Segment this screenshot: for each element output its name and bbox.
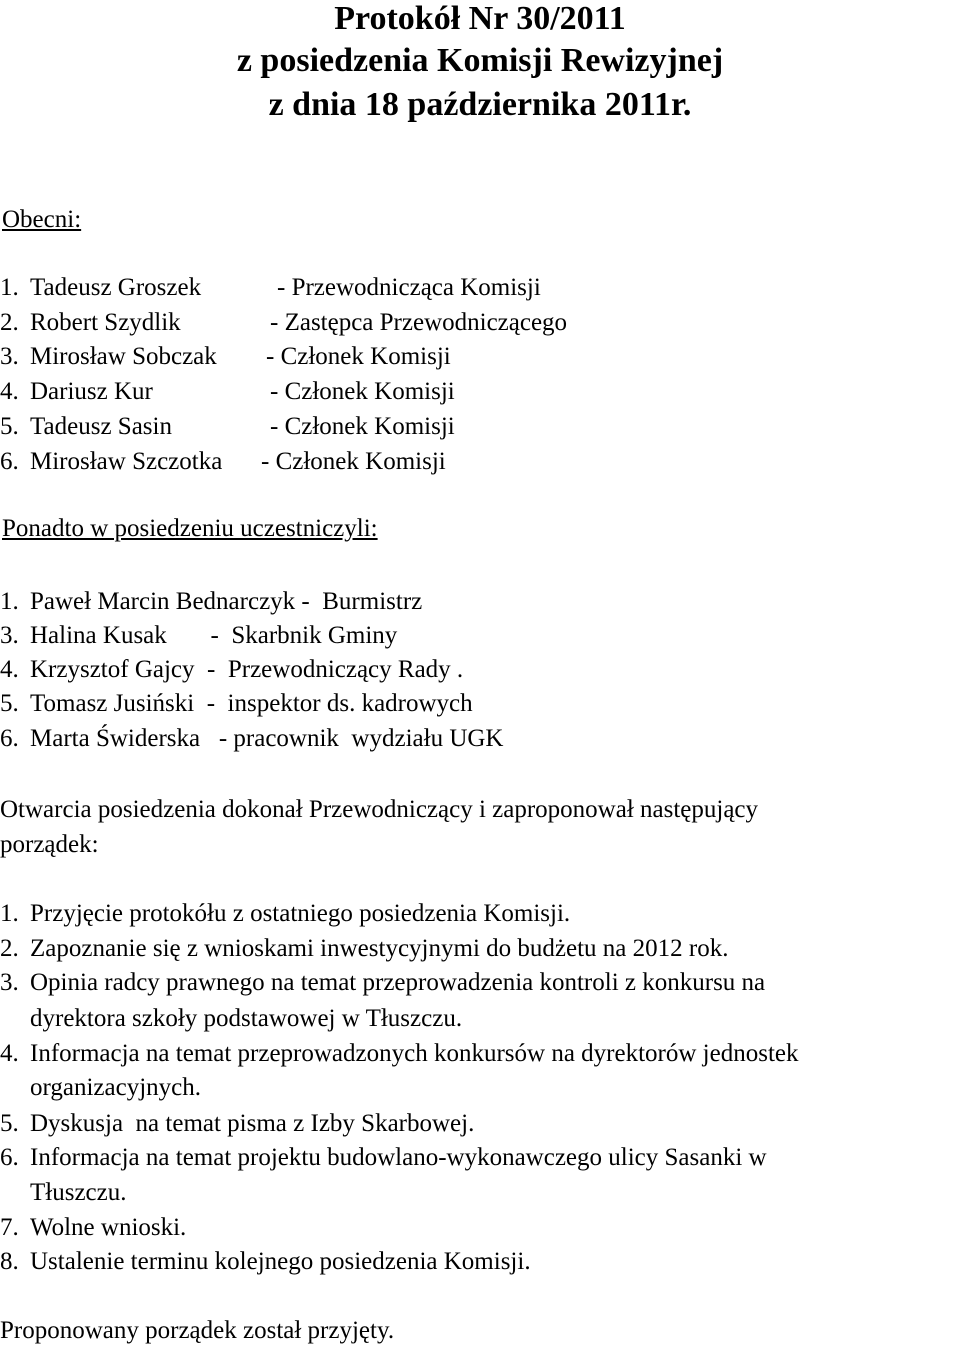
agenda-number: 1.: [0, 900, 19, 927]
guest-row: [0, 587, 422, 617]
guest-row: [0, 689, 473, 719]
agenda-item: [0, 1039, 798, 1069]
member-role: - Zastępca Przewodniczącego: [270, 309, 568, 336]
guest-number: 3.: [0, 622, 19, 649]
agenda-number: 2.: [0, 935, 19, 962]
guest-number: 6.: [0, 725, 19, 752]
agenda-number: 7.: [0, 1214, 19, 1241]
member-number: 3.: [0, 343, 19, 370]
member-row: [0, 412, 455, 442]
opening-line-2: porządek:: [0, 831, 99, 858]
guest-text: Halina Kusak - Skarbnik Gminy: [30, 622, 398, 649]
present-heading: Obecni:: [2, 206, 82, 233]
member-name: Mirosław Szczotka: [30, 448, 223, 475]
agenda-item: [0, 968, 765, 998]
agenda-text: Ustalenie terminu kolejnego posiedzenia Komisji.: [30, 1248, 531, 1275]
document-title-line-2: z posiedzenia Komisji Rewizyjnej: [236, 42, 724, 79]
member-name: Tadeusz Groszek: [30, 274, 202, 301]
agenda-text: Przyjęcie protokółu z ostatniego posiedzenia Komisji.: [30, 900, 571, 927]
guest-text: Marta Świderska - pracownik wydziału UGK: [30, 725, 504, 752]
agenda-text-continuation: organizacyjnych.: [30, 1074, 201, 1101]
guest-number: 1.: [0, 588, 19, 615]
member-row: [0, 342, 451, 372]
agenda-number: 6.: [0, 1144, 19, 1171]
agenda-text: Opinia radcy prawnego na temat przeprowadzenia kontroli z konkursu na: [30, 969, 766, 996]
agenda-text-continuation: Tłuszczu.: [30, 1179, 127, 1206]
guest-text: Tomasz Jusiński - inspektor ds. kadrowych: [30, 690, 473, 717]
closing-text: Proponowany porządek został przyjęty.: [0, 1317, 395, 1344]
agenda-text: Zapoznanie się z wnioskami inwestycyjnymi do budżetu na 2012 rok.: [30, 935, 729, 962]
member-number: 1.: [0, 274, 19, 301]
member-number: 2.: [0, 309, 19, 336]
member-number: 6.: [0, 448, 19, 475]
agenda-item: [0, 1143, 767, 1173]
member-row: [0, 273, 541, 303]
guest-row: [0, 724, 504, 754]
agenda-item: [0, 1247, 531, 1277]
agenda-item: [0, 934, 728, 964]
guest-number: 5.: [0, 690, 19, 717]
member-row: [0, 377, 455, 407]
member-role: - Przewodnicząca Komisji: [277, 274, 541, 301]
agenda-number: 4.: [0, 1040, 19, 1067]
member-name: Tadeusz Sasin: [30, 413, 172, 440]
agenda-number: 3.: [0, 969, 19, 996]
agenda-item: [0, 899, 570, 929]
agenda-number: 8.: [0, 1248, 19, 1275]
guest-text: Krzysztof Gajcy - Przewodniczący Rady .: [30, 656, 464, 683]
member-name: Robert Szydlik: [30, 309, 181, 336]
opening-line-1: Otwarcia posiedzenia dokonał Przewodniczący i zaproponował następujący: [0, 796, 759, 823]
guest-text: Paweł Marcin Bednarczyk - Burmistrz: [30, 588, 423, 615]
member-role: - Członek Komisji: [266, 343, 451, 370]
member-name: Mirosław Sobczak: [30, 343, 217, 370]
agenda-item: [0, 1109, 474, 1139]
member-role: - Członek Komisji: [270, 413, 455, 440]
guest-number: 4.: [0, 656, 19, 683]
agenda-text: Dyskusja na temat pisma z Izby Skarbowej.: [30, 1110, 475, 1137]
guest-row: [0, 621, 397, 651]
agenda-text: Informacja na temat przeprowadzonych konkursów na dyrektorów jednostek: [30, 1040, 799, 1067]
agenda-item: [0, 1213, 186, 1243]
member-row: [0, 447, 446, 477]
member-row: [0, 308, 567, 338]
agenda-text: Wolne wnioski.: [30, 1214, 187, 1241]
document-title-line-1: Protokół Nr 30/2011: [334, 0, 626, 37]
agenda-text-continuation: dyrektora szkoły podstawowej w Tłuszczu.: [30, 1005, 463, 1032]
document-title-line-3: z dnia 18 października 2011r.: [268, 86, 692, 123]
guests-heading: Ponadto w posiedzeniu uczestniczyli:: [2, 515, 378, 542]
member-name: Dariusz Kur: [30, 378, 153, 405]
guest-row: [0, 655, 463, 685]
member-role: - Członek Komisji: [270, 378, 455, 405]
member-number: 4.: [0, 378, 19, 405]
member-number: 5.: [0, 413, 19, 440]
agenda-number: 5.: [0, 1110, 19, 1137]
agenda-text: Informacja na temat projektu budowlano-wykonawczego ulicy Sasanki w: [30, 1144, 767, 1171]
member-role: - Członek Komisji: [261, 448, 446, 475]
